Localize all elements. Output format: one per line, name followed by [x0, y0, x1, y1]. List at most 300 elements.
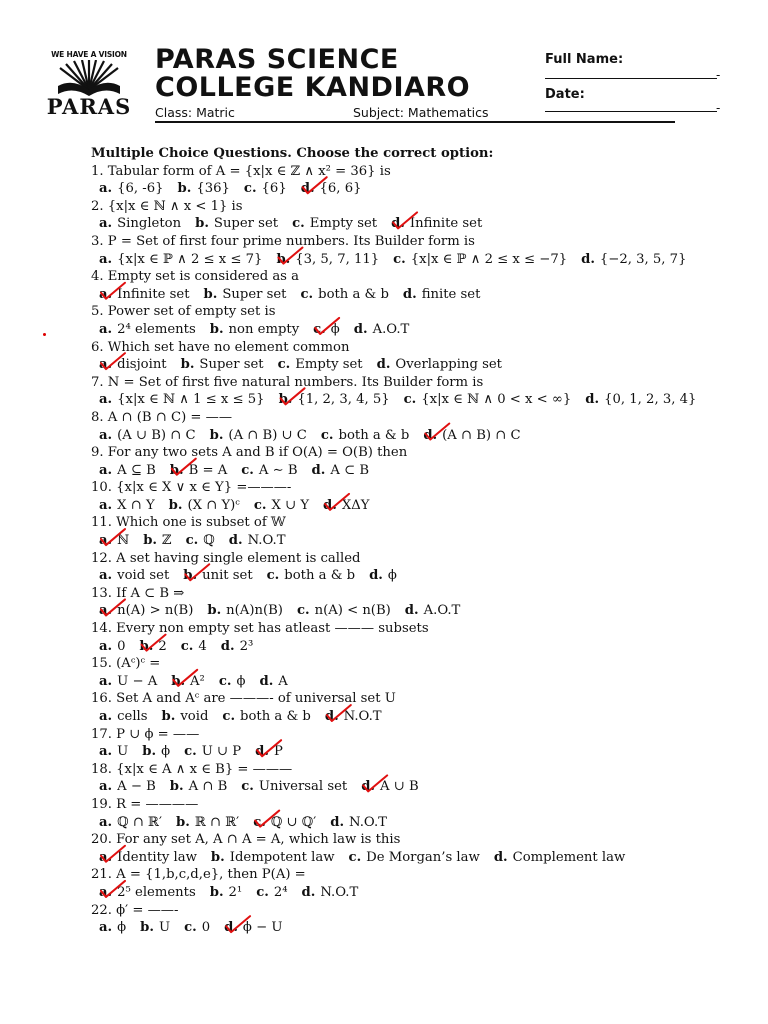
option-d[interactable]: [259, 673, 287, 691]
option-text: Singleton: [117, 216, 182, 232]
option-text: both a & b: [318, 286, 389, 302]
option-b[interactable]: [210, 884, 243, 902]
question-item: [91, 550, 751, 585]
option-b[interactable]: [140, 638, 167, 656]
option-letter: d.: [361, 779, 375, 795]
option-text: (X ∩ Y)ᶜ: [187, 497, 240, 513]
class-label: Class: Matric: [155, 105, 235, 120]
option-row: [91, 849, 751, 867]
option-letter: a.: [99, 849, 113, 865]
option-c[interactable]: [184, 919, 210, 937]
option-b[interactable]: [171, 673, 205, 691]
college-title-line2: COLLEGE KANDIARO: [155, 72, 471, 103]
option-text: {x|x ∈ ℙ ∧ 2 ≤ x ≤ −7}: [410, 251, 568, 267]
option-a[interactable]: [99, 497, 155, 515]
date-label: Date:: [545, 87, 585, 102]
option-letter: a.: [99, 709, 113, 724]
option-text: A ∪ B: [380, 779, 419, 795]
option-text: U: [117, 744, 129, 760]
option-text: n(A) < n(B): [314, 603, 391, 619]
option-text: A²: [190, 673, 205, 689]
option-letter: d.: [402, 286, 417, 302]
option-row: [91, 251, 751, 269]
option-d[interactable]: [585, 391, 696, 409]
option-a[interactable]: [99, 180, 164, 198]
option-a[interactable]: [99, 849, 197, 867]
option-letter: c.: [393, 251, 406, 267]
option-letter: b.: [177, 181, 192, 197]
option-text: N.O.T: [320, 884, 359, 900]
option-c[interactable]: [267, 567, 355, 585]
option-letter: d.: [330, 814, 345, 830]
option-letter: d.: [220, 638, 235, 654]
option-b[interactable]: [195, 215, 278, 233]
question-text: 5. Power set of empty set is: [91, 304, 276, 320]
option-text: Empty set: [295, 357, 363, 373]
option-a[interactable]: [99, 567, 169, 585]
option-text: A.O.T: [372, 321, 410, 337]
option-text: 2³: [239, 638, 254, 654]
mcq-section: [91, 145, 751, 937]
option-letter: c.: [185, 533, 199, 549]
option-text: {6, -6}: [117, 181, 164, 197]
option-text: non empty: [228, 321, 300, 337]
option-letter: d.: [228, 533, 243, 549]
question-text: 12. A set having single element is called: [91, 550, 361, 566]
option-row: [91, 286, 751, 304]
option-row: [91, 673, 751, 691]
option-a[interactable]: [99, 919, 126, 937]
option-d[interactable]: [423, 427, 520, 445]
option-letter: b.: [203, 286, 218, 302]
option-text: U − A: [117, 673, 158, 689]
option-b[interactable]: [183, 567, 252, 585]
question-text: 3. P = Set of first four prime numbers. Its Builder form is: [91, 233, 475, 249]
question-item: [91, 374, 751, 409]
option-letter: b.: [142, 744, 157, 760]
question-text: 20. For any set A, A ∩ A = A, which law is this: [91, 832, 401, 848]
option-letter: b.: [209, 321, 224, 337]
option-text: void set: [117, 568, 170, 584]
option-c[interactable]: [219, 673, 246, 691]
option-text: A ⊂ B: [330, 462, 370, 478]
option-d[interactable]: [224, 919, 282, 937]
option-b[interactable]: [204, 286, 287, 304]
option-a[interactable]: [99, 462, 156, 480]
question-item: [91, 831, 751, 866]
option-letter: b.: [169, 462, 184, 478]
date-line-end: -: [716, 101, 721, 115]
option-b[interactable]: [142, 743, 170, 761]
option-letter: a.: [99, 286, 113, 302]
date-line[interactable]: [545, 111, 717, 112]
option-c[interactable]: [292, 215, 377, 233]
option-d[interactable]: [330, 814, 387, 832]
option-letter: c.: [256, 884, 269, 900]
option-d[interactable]: [581, 251, 686, 269]
question-text: 9. For any two sets A and B if O(A) = O(B) then: [91, 445, 408, 461]
option-letter: a.: [99, 181, 113, 197]
option-d[interactable]: [255, 743, 283, 761]
option-text: n(A) > n(B): [117, 603, 194, 619]
option-letter: a.: [99, 251, 113, 267]
option-letter: b.: [176, 814, 190, 830]
option-text: De Morgan’s law: [366, 849, 480, 865]
option-letter: a.: [99, 603, 113, 619]
question-item: [91, 409, 751, 444]
question-text: 1. Tabular form of A = {x|x ∈ ℤ ∧ x² = 36} is: [91, 163, 391, 179]
option-letter: d.: [423, 427, 438, 443]
option-text: both a & b: [240, 709, 311, 724]
option-letter: b.: [161, 709, 176, 724]
option-text: {36}: [196, 181, 230, 197]
option-a[interactable]: [99, 814, 162, 832]
option-text: (A ∩ B) ∩ C: [442, 427, 521, 443]
question-item: [91, 796, 751, 831]
option-a[interactable]: [99, 251, 262, 269]
option-letter: a.: [99, 357, 113, 373]
option-a[interactable]: [99, 321, 196, 339]
option-c[interactable]: [241, 462, 297, 480]
question-text: 7. N = Set of first five natural numbers. Its Builder form is: [91, 374, 484, 390]
question-item: [91, 726, 751, 761]
full-name-label: Full Name:: [545, 52, 624, 67]
option-b[interactable]: [162, 708, 209, 726]
option-d[interactable]: [325, 708, 382, 726]
option-text: ℚ ∪ ℚ′: [270, 814, 317, 830]
option-text: ℤ: [162, 533, 172, 549]
option-text: unit set: [202, 568, 253, 584]
option-text: ϕ: [117, 920, 127, 936]
option-d[interactable]: [354, 321, 410, 339]
question-item: [91, 268, 751, 303]
option-c[interactable]: [404, 391, 572, 409]
question-text: 19. R = ————: [91, 796, 199, 812]
option-row: [91, 356, 751, 374]
option-text: P: [273, 744, 283, 760]
question-item: [91, 866, 751, 901]
option-text: 0: [117, 638, 126, 654]
college-title: [155, 46, 535, 102]
option-letter: a.: [99, 462, 113, 478]
option-d[interactable]: [391, 215, 482, 233]
question-item: [91, 761, 751, 796]
option-c[interactable]: [297, 602, 391, 620]
option-letter: c.: [266, 568, 280, 584]
option-text: X ∪ Y: [271, 497, 310, 513]
option-text: ϕ: [387, 568, 397, 584]
option-text: Super set: [222, 286, 287, 302]
option-text: 0: [201, 920, 211, 936]
option-row: [91, 919, 751, 937]
option-a[interactable]: [99, 356, 167, 374]
option-text: finite set: [421, 286, 481, 302]
option-letter: c.: [292, 216, 305, 232]
option-text: ℝ ∩ ℝ′: [194, 814, 240, 830]
option-d[interactable]: [377, 356, 502, 374]
option-c[interactable]: [349, 849, 480, 867]
option-c[interactable]: [254, 497, 309, 515]
question-item: [91, 585, 751, 620]
option-row: [91, 497, 751, 515]
question-item: [91, 479, 751, 514]
option-text: {1, 2, 3, 4, 5}: [297, 392, 390, 408]
option-text: Super set: [199, 357, 264, 373]
option-text: n(A)n(B): [226, 603, 283, 619]
question-item: [91, 198, 751, 233]
option-c[interactable]: [301, 286, 389, 304]
option-d[interactable]: [312, 462, 369, 480]
option-letter: c.: [222, 709, 236, 724]
option-b[interactable]: [140, 919, 170, 937]
option-b[interactable]: [169, 497, 240, 515]
option-d[interactable]: [494, 849, 625, 867]
option-text: Idempotent law: [229, 849, 335, 865]
option-b[interactable]: [170, 778, 227, 796]
option-b[interactable]: [211, 849, 335, 867]
option-text: disjoint: [117, 357, 167, 373]
option-text: both a & b: [284, 568, 356, 584]
question-text: 21. A = {1,b,c,d,e}, then P(A) =: [91, 867, 306, 883]
option-text: 2⁴ elements: [117, 321, 196, 337]
option-d[interactable]: [403, 286, 481, 304]
option-text: A ∩ B: [188, 779, 228, 795]
option-d[interactable]: [301, 180, 362, 198]
option-letter: a.: [99, 884, 113, 900]
option-letter: b.: [168, 497, 183, 513]
option-a[interactable]: [99, 427, 196, 445]
option-text: N.O.T: [247, 533, 286, 549]
option-letter: a.: [99, 814, 113, 830]
option-row: [91, 602, 751, 620]
option-a[interactable]: [99, 391, 265, 409]
option-text: ϕ: [236, 673, 246, 689]
option-d[interactable]: [229, 532, 286, 550]
option-letter: d.: [301, 884, 316, 900]
option-b[interactable]: [176, 814, 239, 832]
option-letter: a.: [99, 427, 113, 443]
question-item: [91, 902, 751, 937]
option-text: U: [158, 920, 171, 936]
option-c[interactable]: [186, 532, 215, 550]
option-letter: b.: [195, 216, 209, 232]
logo-brand: PARAS: [46, 94, 132, 119]
option-b[interactable]: [210, 427, 307, 445]
subject-label: Subject: Mathematics: [353, 105, 489, 120]
option-letter: a.: [99, 216, 113, 232]
option-letter: a.: [99, 533, 113, 549]
option-text: {x|x ∈ ℕ ∧ 1 ≤ x ≤ 5}: [117, 392, 265, 408]
option-text: (A ∪ B) ∩ C: [117, 427, 196, 443]
option-letter: c.: [277, 357, 291, 373]
option-text: Universal set: [258, 779, 348, 795]
question-text: 4. Empty set is considered as a: [91, 269, 300, 285]
option-row: [91, 321, 751, 339]
option-row: [91, 567, 751, 585]
question-text: 8. A ∩ (B ∩ C) = ——: [91, 409, 233, 425]
option-text: {x|x ∈ ℕ ∧ 0 < x < ∞}: [421, 392, 572, 408]
option-letter: c.: [180, 638, 194, 654]
question-item: [91, 620, 751, 655]
option-b[interactable]: [207, 602, 283, 620]
option-a[interactable]: [99, 743, 128, 761]
option-a[interactable]: [99, 215, 181, 233]
option-text: X ∩ Y: [117, 497, 155, 513]
option-letter: b.: [276, 251, 291, 267]
option-letter: a.: [99, 920, 113, 936]
option-letter: a.: [99, 497, 113, 513]
option-d[interactable]: [405, 602, 461, 620]
option-letter: d.: [311, 462, 326, 478]
option-c[interactable]: [241, 778, 347, 796]
option-c[interactable]: [222, 708, 310, 726]
option-d[interactable]: [302, 884, 359, 902]
option-letter: d.: [259, 673, 274, 689]
option-a[interactable]: [99, 673, 157, 691]
option-letter: a.: [99, 779, 113, 795]
option-text: 2: [158, 638, 167, 654]
option-letter: c.: [300, 286, 314, 302]
option-b[interactable]: [178, 180, 230, 198]
full-name-line[interactable]: [545, 78, 717, 79]
option-row: [91, 215, 751, 233]
question-item: [91, 690, 751, 725]
option-c[interactable]: [393, 251, 567, 269]
option-text: Overlapping set: [395, 357, 502, 373]
option-a[interactable]: [99, 286, 190, 304]
question-text: 22. ϕ′ = ——-: [91, 902, 179, 918]
option-text: Empty set: [309, 216, 378, 232]
option-b[interactable]: [181, 356, 264, 374]
option-letter: b.: [140, 920, 154, 936]
option-letter: d.: [324, 709, 339, 724]
option-letter: b.: [171, 673, 186, 689]
option-text: ℕ: [117, 533, 130, 549]
question-text: 18. {x|x ∈ A ∧ x ∈ B} = ———: [91, 761, 293, 777]
question-item: [91, 514, 751, 549]
option-text: U ∪ P: [201, 744, 242, 760]
question-text: 15. (Aᶜ)ᶜ =: [91, 656, 161, 672]
option-c[interactable]: [181, 638, 207, 656]
option-d[interactable]: [369, 567, 397, 585]
option-letter: b.: [139, 638, 154, 654]
option-row: [91, 884, 751, 902]
option-c[interactable]: [313, 321, 340, 339]
question-text: 10. {x|x ∈ X ∨ x ∈ Y} =———-: [91, 480, 292, 496]
option-row: [91, 427, 751, 445]
option-letter: c.: [296, 603, 310, 619]
option-letter: d.: [255, 744, 269, 760]
option-text: Identity law: [117, 849, 197, 865]
option-text: ϕ: [330, 321, 340, 337]
option-letter: c.: [348, 849, 362, 865]
option-text: {6}: [261, 181, 287, 197]
option-text: void: [180, 709, 209, 724]
college-logo: [46, 50, 132, 120]
option-text: both a & b: [338, 427, 410, 443]
header-rule: [155, 121, 675, 123]
option-letter: c.: [403, 392, 417, 408]
question-text: 11. Which one is subset of 𝕎: [91, 515, 286, 531]
option-letter: c.: [184, 920, 197, 936]
question-list: [91, 163, 751, 937]
option-text: N.O.T: [343, 709, 382, 724]
option-text: (A ∩ B) ∪ C: [228, 427, 307, 443]
option-letter: d.: [493, 849, 508, 865]
option-d[interactable]: [221, 638, 254, 656]
option-text: {x|x ∈ ℙ ∧ 2 ≤ x ≤ 7}: [117, 251, 263, 267]
question-item: [91, 303, 751, 338]
option-text: Super set: [213, 216, 279, 232]
option-letter: c.: [241, 462, 254, 478]
option-letter: b.: [183, 568, 198, 584]
option-letter: a.: [99, 321, 113, 337]
option-c[interactable]: [253, 814, 316, 832]
option-text: A ∼ B: [258, 462, 298, 478]
option-letter: d.: [323, 497, 337, 513]
option-c[interactable]: [321, 427, 409, 445]
option-letter: b.: [169, 779, 184, 795]
option-d[interactable]: [323, 497, 369, 515]
option-a[interactable]: [99, 778, 156, 796]
question-text: 13. If A ⊂ B ⇒: [91, 585, 185, 601]
option-letter: d.: [376, 357, 391, 373]
option-a[interactable]: [99, 884, 196, 902]
option-row: [91, 814, 751, 832]
option-letter: d.: [581, 251, 595, 267]
option-a[interactable]: [99, 532, 129, 550]
option-c[interactable]: [278, 356, 363, 374]
option-a[interactable]: [99, 638, 126, 656]
option-letter: b.: [278, 392, 293, 408]
option-letter: b.: [180, 357, 195, 373]
option-letter: d.: [391, 216, 405, 232]
option-b[interactable]: [210, 321, 299, 339]
option-c[interactable]: [184, 743, 241, 761]
option-b[interactable]: [170, 462, 227, 480]
option-text: {3, 5, 7, 11}: [295, 251, 380, 267]
option-letter: c.: [184, 744, 197, 760]
option-c[interactable]: [256, 884, 287, 902]
option-b[interactable]: [143, 532, 171, 550]
question-text: 6. Which set have no element common: [91, 339, 350, 355]
option-text: ϕ − U: [242, 920, 283, 936]
option-text: Infinite set: [409, 216, 483, 232]
option-text: ϕ: [161, 744, 171, 760]
option-text: Infinite set: [117, 286, 190, 302]
option-row: [91, 462, 751, 480]
option-c[interactable]: [244, 180, 287, 198]
option-d[interactable]: [361, 778, 418, 796]
question-text: 17. P ∪ ϕ = ——: [91, 726, 200, 742]
book-sunburst-icon: [56, 60, 122, 96]
option-a[interactable]: [99, 708, 148, 726]
option-row: [91, 708, 751, 726]
option-text: cells: [117, 709, 148, 724]
option-text: ℚ: [203, 533, 215, 549]
option-b[interactable]: [276, 251, 379, 269]
option-letter: b.: [209, 884, 224, 900]
college-title-line1: PARAS SCIENCE: [155, 44, 399, 75]
option-a[interactable]: [99, 602, 193, 620]
option-b[interactable]: [279, 391, 390, 409]
option-text: {−2, 3, 5, 7}: [599, 251, 687, 267]
option-text: Complement law: [512, 849, 626, 865]
option-row: [91, 778, 751, 796]
option-row: [91, 180, 751, 198]
option-text: A − B: [117, 779, 156, 795]
question-item: [91, 233, 751, 268]
